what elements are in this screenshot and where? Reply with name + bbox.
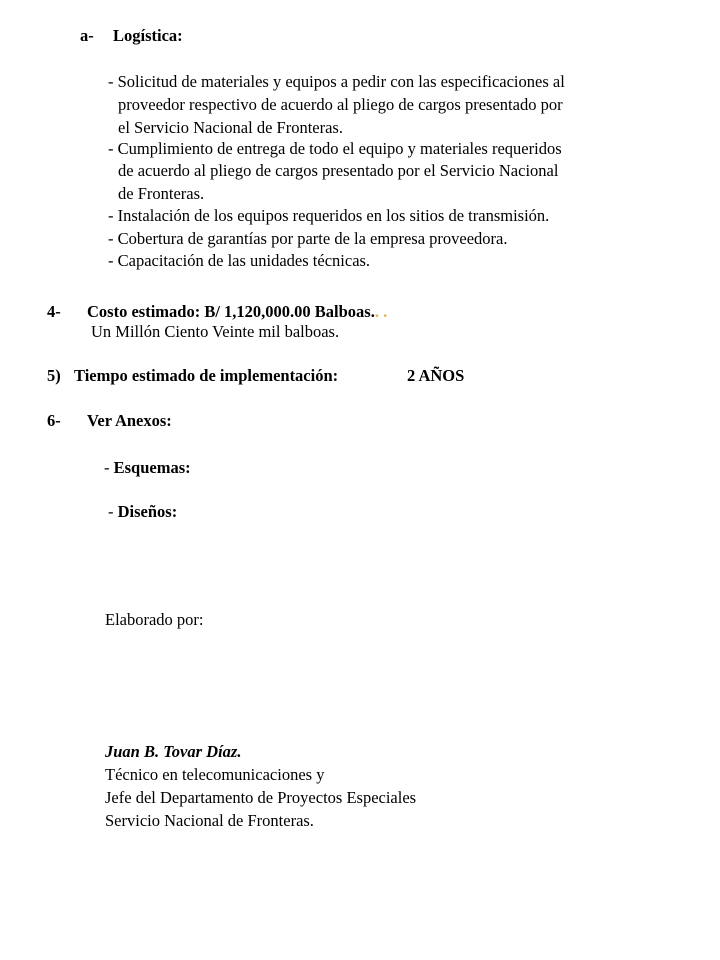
cost-in-words: Un Millón Ciento Veinte mil balboas. bbox=[91, 322, 340, 341]
time-label: Tiempo estimado de implementación: bbox=[74, 366, 339, 385]
logistics-line: - Solicitud de materiales y equipos a pedir con las especificaciones al bbox=[108, 72, 565, 91]
annex-label: Diseños: bbox=[117, 502, 178, 521]
time-value: 2 AÑOS bbox=[407, 366, 465, 385]
logistics-line: - Instalación de los equipos requeridos en los sitios de transmisión. bbox=[108, 206, 550, 225]
logistics-line: de Fronteras. bbox=[118, 184, 205, 203]
annexes-label: Ver Anexos: bbox=[87, 411, 172, 430]
logistics-marker: a- bbox=[80, 26, 94, 45]
logistics-line: - Cumplimiento de entrega de todo el equipo y materiales requeridos bbox=[108, 139, 562, 158]
time-number: 5) bbox=[47, 366, 61, 385]
logistics-line: el Servicio Nacional de Fronteras. bbox=[118, 118, 343, 137]
annexes-number: 6- bbox=[47, 411, 61, 430]
annex-dash: - bbox=[104, 458, 110, 477]
author-title-line: Técnico en telecomunicaciones y bbox=[105, 765, 325, 784]
logistics-line: - Cobertura de garantías por parte de la empresa proveedora. bbox=[108, 229, 508, 248]
cost-amount: B/ 1,120,000.00 Balboas. bbox=[204, 302, 375, 321]
annex-item-disenos bbox=[108, 502, 177, 522]
annex-label: Esquemas: bbox=[113, 458, 191, 477]
logistics-title: Logística: bbox=[113, 26, 183, 45]
logistics-line: proveedor respectivo de acuerdo al pliego de cargos presentado por bbox=[118, 95, 563, 114]
logistics-line: de acuerdo al pliego de cargos presentado por el Servicio Nacional bbox=[118, 161, 559, 180]
author-title-line: Jefe del Departamento de Proyectos Especiales bbox=[105, 788, 417, 807]
prepared-by-label: Elaborado por: bbox=[105, 610, 204, 629]
logistics-line: - Capacitación de las unidades técnicas. bbox=[108, 251, 371, 270]
cost-line bbox=[87, 302, 387, 322]
annex-item-esquemas bbox=[104, 458, 191, 478]
cost-trailing-dots: . . bbox=[374, 302, 388, 321]
cost-number: 4- bbox=[47, 302, 61, 321]
author-title-line: Servicio Nacional de Fronteras. bbox=[105, 811, 314, 830]
cost-label: Costo estimado: bbox=[87, 302, 201, 321]
author-name: Juan B. Tovar Díaz. bbox=[105, 742, 242, 761]
annex-dash: - bbox=[108, 502, 114, 521]
